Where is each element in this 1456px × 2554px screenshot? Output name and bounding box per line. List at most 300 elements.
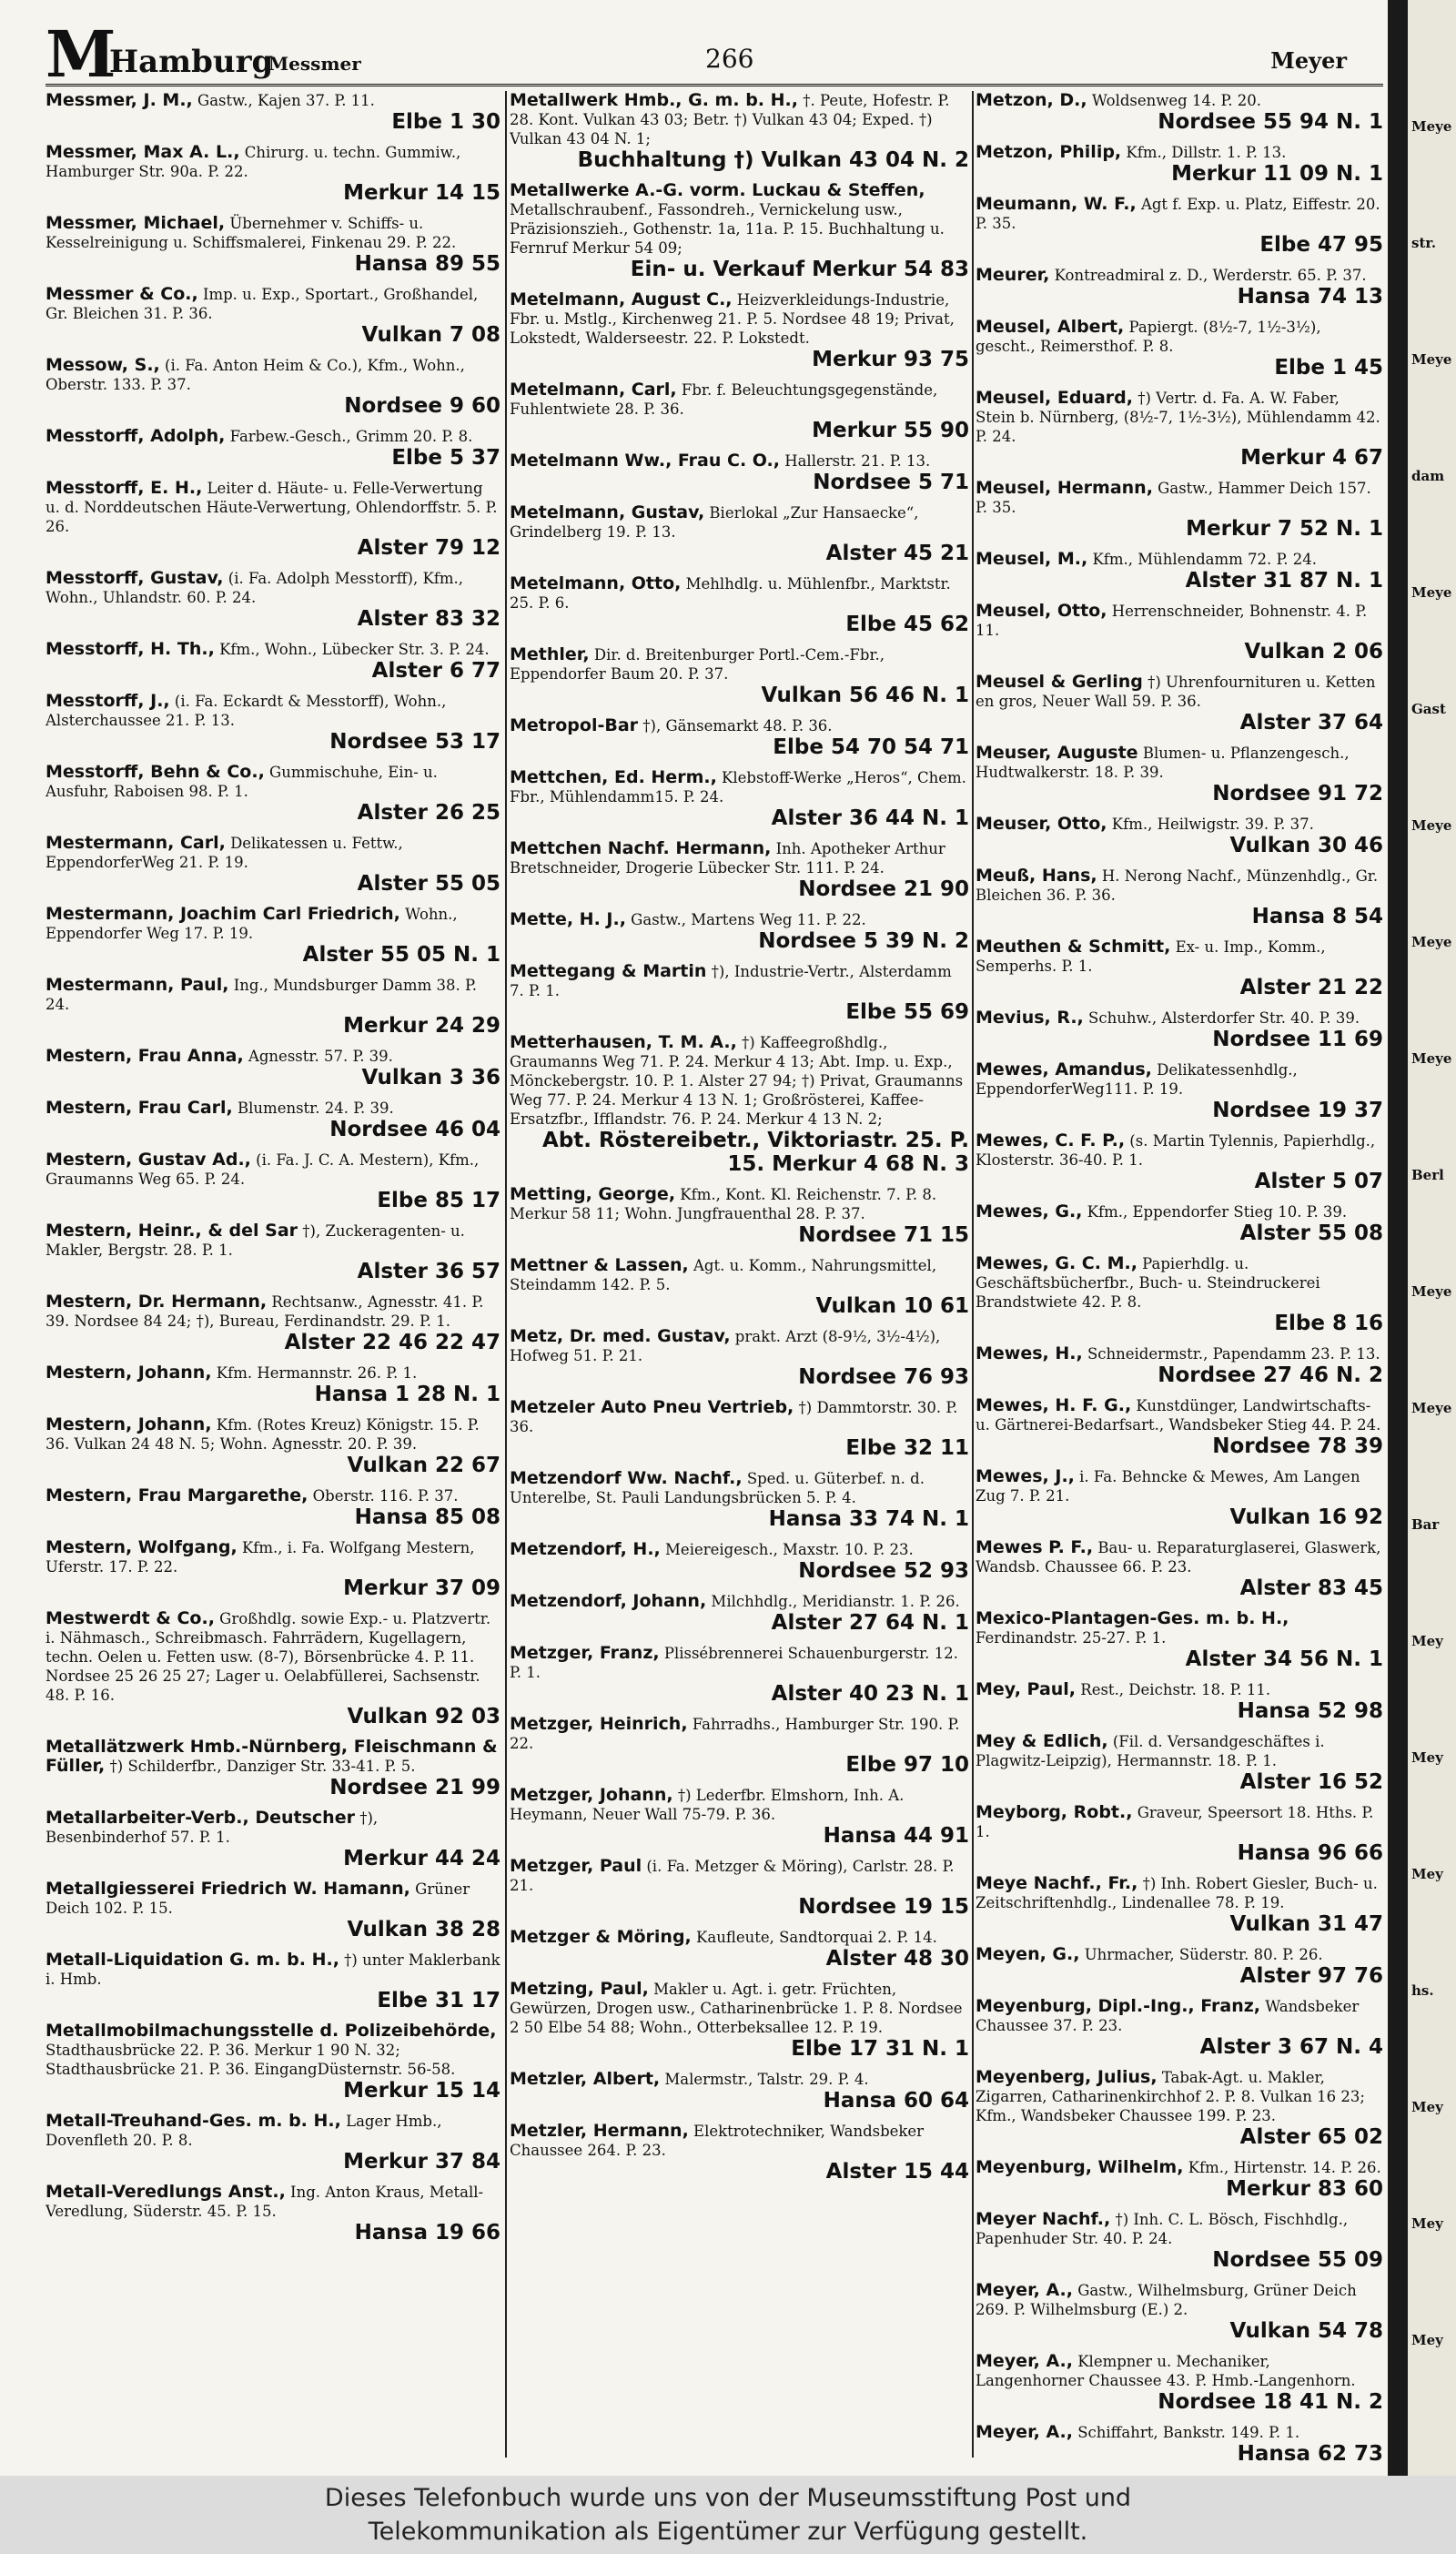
header-letter: M: [46, 16, 116, 92]
directory-entry: [976, 266, 1383, 309]
entry-phone: Merkur 24 29: [343, 1014, 500, 1038]
entry-description: †) Kaffeegroßhdlg., Graumanns Weg 71. P. 24. Merkur 4 13; Abt. Imp. u. Exp., Mönckebergstr. 10. P. 1. Alster 27 94; †) Privat, Graumanns Weg 77. P. 24. Merkur 4 13 N. 1; Großrösterei, Kaffee-Ersatzfbr., Ifflandstr. 76. P. 24. Merkur 4 13 N. 2;: [510, 1034, 964, 1128]
entry-name: Mewes, Amandus,: [976, 1059, 1152, 1079]
entry-description: H. Nerong Nachf., Münzenhdlg., Gr. Bleichen 36. P. 36.: [976, 867, 1379, 904]
entry-text: [976, 318, 1383, 356]
edge-fragment: Meye: [1411, 118, 1452, 135]
entry-name: Mette, H. J.,: [510, 909, 626, 929]
entry-description: i. Fa. Behncke & Mewes, Am Langen Zug 7. P. 21.: [976, 1468, 1360, 1505]
entry-phone: Vulkan 10 61: [815, 1294, 969, 1318]
entry-text: [46, 427, 500, 446]
entry-phone: Elbe 85 17: [377, 1189, 500, 1212]
edge-fragment: Mey: [1411, 2099, 1443, 2115]
entry-description: Wandsbeker Chaussee 37. P. 23.: [976, 1998, 1360, 2034]
entry-text: [976, 1202, 1383, 1221]
entry-description: †) Schilderfbr., Danziger Str. 33-41. P. 5.: [109, 1758, 416, 1775]
edge-fragment: str.: [1411, 235, 1437, 251]
entry-description: Chirurg. u. techn. Gummiw., Hamburger Str. 90a. P. 22.: [46, 144, 461, 180]
entry-description: Kfm., Kont. Kl. Reichenstr. 7. P. 8. Merkur 58 11; Wohn. Jungfrauenthal 28. P. 37.: [510, 1186, 937, 1222]
directory-entry: [510, 574, 969, 636]
directory-entry: [976, 318, 1383, 380]
directory-entry: [976, 1538, 1383, 1600]
entry-name: Mestermann, Paul,: [46, 975, 229, 995]
entry-phone: Nordsee 19 15: [798, 1895, 969, 1919]
edge-fragment: Meye: [1411, 1050, 1452, 1067]
entry-description: Rechtsanw., Agnesstr. 41. P. 39. Nordsee 84 24; †), Bureau, Ferdinandstr. 29. P. 1.: [46, 1293, 484, 1330]
entry-description: Heizverkleidungs-Industrie, Fbr. u. Mstlg., Kirchenweg 21. P. 5. Nordsee 48 19; Privat, Lokstedt, Walderseestr. 22. P. Lokstedt.: [510, 291, 955, 347]
entry-phone: Nordsee 18 41 N. 2: [1158, 2390, 1383, 2414]
entry-description: (i. Fa. Anton Heim & Co.), Kfm., Wohn., Oberstr. 133. P. 37.: [46, 357, 465, 393]
entry-name: Messtorff, Gustav,: [46, 568, 224, 588]
entry-description: Wohn., Eppendorfer Weg 17. P. 19.: [46, 906, 458, 942]
entry-phone: Alster 83 45: [1239, 1576, 1383, 1600]
entry-name: Messmer & Co.,: [46, 284, 198, 304]
page-header: [46, 16, 1383, 92]
entry-phone: Alster 3 67 N. 4: [1199, 2035, 1383, 2059]
entry-name: Messtorff, Adolph,: [46, 426, 226, 446]
entry-description: Gastw., Hammer Deich 157. P. 35.: [976, 480, 1371, 516]
edge-fragment: Meye: [1411, 351, 1452, 368]
header-last-name: Meyer: [1270, 47, 1347, 74]
entry-name: Metall-Treuhand-Ges. m. b. H.,: [46, 2111, 341, 2131]
directory-entry: [510, 91, 969, 172]
edge-fragment: Mey: [1411, 2215, 1443, 2232]
entry-phone: Elbe 32 11: [845, 1436, 969, 1460]
directory-entry: [510, 1644, 969, 1706]
directory-entry: [976, 937, 1383, 999]
directory-entry: [976, 550, 1383, 593]
entry-name: Messmer, J. M.,: [46, 91, 193, 110]
entry-description: †. Peute, Hofestr. P. 28. Kont. Vulkan 43 03; Betr. †) Vulkan 43 04; Exped. †) Vulkan 43 04 N. 1;: [510, 92, 950, 147]
directory-entry: [976, 1997, 1383, 2059]
directory-entry: [46, 1609, 500, 1728]
entry-text: [46, 640, 500, 659]
entry-description: Meiereigesch., Maxstr. 10. P. 23.: [665, 1541, 914, 1558]
directory-entry: [510, 380, 969, 442]
entry-description: Kfm., Dillstr. 1. P. 13.: [1126, 144, 1287, 161]
entry-text: [46, 1415, 500, 1454]
entry-name: Metterhausen, T. M. A.,: [510, 1032, 737, 1052]
entry-name: Metting, George,: [510, 1184, 676, 1204]
entry-name: Messtorff, E. H.,: [46, 478, 203, 498]
entry-text: [510, 91, 969, 148]
directory-entry: [976, 867, 1383, 928]
directory-entry: [976, 143, 1383, 186]
entry-description: Ing. Anton Kraus, Metall-Veredlung, Süderstr. 45. P. 15.: [46, 2184, 484, 2220]
entry-description: Sped. u. Güterbef. n. d. Unterelbe, St. Pauli Landungsbrücken 5. P. 4.: [510, 1470, 925, 1506]
entry-phone: Ein- u. Verkauf Merkur 54 83: [630, 258, 969, 281]
directory-entry: [510, 1033, 969, 1176]
entry-name: Meumann, W. F.,: [976, 194, 1137, 214]
entry-name: Meyer, A.,: [976, 2351, 1073, 2371]
entry-phone: Hansa 44 91: [823, 1824, 969, 1848]
directory-entry: [510, 716, 969, 759]
entry-name: Messtorff, H. Th.,: [46, 639, 215, 659]
entry-name: Mey, Paul,: [976, 1679, 1077, 1699]
entry-phone: Nordsee 21 99: [329, 1776, 500, 1799]
column-divider: [505, 91, 507, 2458]
entry-name: Mestermann, Carl,: [46, 833, 226, 853]
entry-text: [976, 1803, 1383, 1841]
entry-phone: Alster 26 25: [357, 801, 500, 825]
entry-text: [510, 1786, 969, 1824]
entry-text: [510, 181, 969, 258]
entry-description: Gastw., Kajen 37. P. 11.: [197, 92, 375, 109]
entry-description: Hallerstr. 21. P. 13.: [784, 452, 931, 470]
entry-phone: Nordsee 5 39 N. 2: [758, 929, 969, 953]
page-number: 266: [705, 44, 754, 74]
entry-text: [46, 1738, 500, 1776]
directory-entry: [976, 815, 1383, 857]
entry-text: [46, 2112, 500, 2150]
entry-phone: Alster 55 08: [1239, 1221, 1383, 1245]
entry-phone: Vulkan 54 78: [1229, 2319, 1383, 2343]
entry-text: [976, 1874, 1383, 1912]
entry-phone: Elbe 31 17: [377, 1989, 500, 2012]
entry-description: †), Industrie-Vertr., Alsterdamm 7. P. 1.: [510, 963, 952, 999]
entry-phone: Vulkan 22 67: [347, 1454, 500, 1477]
entry-phone: Buchhaltung †) Vulkan 43 04 N. 2: [577, 148, 969, 172]
entry-name: Metzger, Heinrich,: [510, 1714, 688, 1734]
entry-text: [976, 1609, 1383, 1647]
entry-description: Gastw., Wilhelmsburg, Grüner Deich 269. P. Wilhelmsburg (E.) 2.: [976, 2282, 1357, 2318]
entry-description: †) Lederfbr. Elmshorn, Inh. A. Heymann, Neuer Wall 75-79. P. 36.: [510, 1787, 905, 1823]
entry-text: [976, 1008, 1383, 1028]
directory-entry: [46, 143, 500, 205]
directory-entry: [976, 479, 1383, 541]
directory-entry: [46, 479, 500, 560]
entry-text: [976, 1732, 1383, 1770]
directory-entry: [46, 692, 500, 754]
entry-name: Meusel, M.,: [976, 549, 1088, 569]
entry-name: Mestern, Frau Anna,: [46, 1046, 244, 1066]
entry-description: Gummischuhe, Ein- u. Ausfuhr, Raboisen 98. P. 1.: [46, 764, 438, 800]
entry-text: [976, 673, 1383, 711]
entry-description: Mehlhdlg. u. Mühlenfbr., Marktstr. 25. P. 6.: [510, 575, 951, 612]
entry-description: Kfm., Eppendorfer Stieg 10. P. 39.: [1087, 1203, 1348, 1221]
directory-entry: [46, 1099, 500, 1141]
entry-name: Mewes, H.,: [976, 1343, 1083, 1363]
entry-name: Metzger, Johann,: [510, 1785, 673, 1805]
entry-name: Metzon, D.,: [976, 91, 1087, 110]
entry-phone: Elbe 54 70 54 71: [773, 735, 969, 759]
edge-fragment: Berl: [1411, 1167, 1444, 1183]
entry-name: Metall-Liquidation G. m. b. H.,: [46, 1950, 339, 1970]
entry-phone: Hansa 33 74 N. 1: [768, 1507, 969, 1531]
entry-name: Metallmobilmachungsstelle d. Polizeibehörde,: [46, 2021, 497, 2041]
directory-entry: [976, 602, 1383, 664]
entry-phone: Elbe 55 69: [845, 1000, 969, 1024]
entry-description: Imp. u. Exp., Sportart., Großhandel, Gr. Bleichen 31. P. 36.: [46, 286, 479, 322]
entry-phone: Alster 15 44: [825, 2160, 969, 2184]
entry-phone: Elbe 17 31 N. 1: [791, 2037, 969, 2061]
entry-description: †) Uhrenfournituren u. Ketten en gros, Neuer Wall 59. P. 36.: [976, 674, 1376, 710]
entry-description: Graveur, Speersort 18. Hths. P. 1.: [976, 1804, 1374, 1840]
entry-phone: Nordsee 78 39: [1212, 1434, 1383, 1458]
entry-name: Meyenburg, Dipl.-Ing., Franz,: [976, 1996, 1261, 2016]
entry-description: prakt. Arzt (8-9½, 3½-4½), Hofweg 51. P. 21.: [510, 1328, 941, 1364]
directory-entry: [976, 2352, 1383, 2414]
entry-description: Oberstr. 116. P. 37.: [312, 1487, 459, 1505]
entry-phone: Alster 34 56 N. 1: [1185, 1647, 1383, 1671]
directory-entry: [976, 1680, 1383, 1723]
directory-entry: [976, 673, 1383, 735]
directory-entry: [46, 834, 500, 896]
entry-name: Meyborg, Robt.,: [976, 1802, 1133, 1822]
entry-text: [510, 290, 969, 348]
entry-name: Metallgiesserei Friedrich W. Hamann,: [46, 1879, 410, 1899]
entry-phone: Elbe 5 37: [391, 446, 500, 470]
entry-description: Kfm. Hermannstr. 26. P. 1.: [216, 1364, 418, 1382]
directory-entry: [46, 91, 500, 134]
entry-text: [976, 550, 1383, 569]
entry-text: [510, 451, 969, 471]
entry-name: Meusel & Gerling: [976, 672, 1143, 692]
entry-phone: Hansa 74 13: [1237, 285, 1383, 309]
entry-phone: Hansa 89 55: [354, 252, 500, 276]
entry-text: [510, 1715, 969, 1753]
entry-phone: Alster 21 22: [1239, 976, 1383, 999]
entry-text: [510, 380, 969, 419]
directory-entry: [46, 427, 500, 470]
directory-entry: [46, 1951, 500, 2012]
entry-phone: Elbe 47 95: [1259, 233, 1383, 257]
entry-text: [46, 1099, 500, 1118]
entry-description: Ex- u. Imp., Komm., Semperhs. P. 1.: [976, 938, 1326, 975]
entry-name: Metelmann, Gustav,: [510, 502, 705, 522]
edge-fragment: Mey: [1411, 1866, 1443, 1882]
entry-description: Delikatessenhdlg., EppendorferWeg111. P. 19.: [976, 1061, 1298, 1098]
entry-name: Metz, Dr. med. Gustav,: [510, 1326, 731, 1346]
entry-description: Kfm., Wohn., Lübecker Str. 3. P. 24.: [219, 641, 490, 658]
entry-phone: Elbe 8 16: [1274, 1312, 1383, 1335]
entry-text: [976, 744, 1383, 782]
directory-entry: [510, 1715, 969, 1777]
entry-text: [976, 815, 1383, 834]
entry-description: †) Inh. Robert Giesler, Buch- u. Zeitschriftenhdlg., Lindenallee 78. P. 19.: [976, 1875, 1378, 1911]
entry-description: (i. Fa. J. C. A. Mestern), Kfm., Graumanns Weg 65. P. 24.: [46, 1151, 480, 1188]
footer-line-2: Telekommunikation als Eigentümer zur Verfügung gestellt.: [368, 2518, 1088, 2546]
entry-text: [976, 2158, 1383, 2177]
entry-text: [976, 867, 1383, 905]
entry-description: Papiergt. (8½-7, 1½-3½), gescht., Reimersthof. P. 8.: [976, 319, 1321, 355]
entry-phone: Merkur 37 09: [343, 1576, 500, 1600]
directory-entry: [976, 1131, 1383, 1193]
header-first-name: Messmer: [268, 53, 361, 75]
entry-name: Mewes P. F.,: [976, 1537, 1094, 1557]
entry-phone: Merkur 93 75: [812, 348, 969, 371]
entry-name: Meuthen & Schmitt,: [976, 937, 1171, 957]
edge-fragment: Meye: [1411, 817, 1452, 834]
directory-entry: [976, 1060, 1383, 1122]
entry-name: Meuser, Auguste: [976, 743, 1138, 763]
entry-text: [976, 1344, 1383, 1363]
entry-phone: Alster 97 76: [1239, 1964, 1383, 1988]
entry-text: [46, 569, 500, 607]
entry-name: Mewes, G. C. M.,: [976, 1253, 1138, 1273]
entry-text: [976, 1467, 1383, 1505]
directory-entry: [976, 2068, 1383, 2149]
directory-entry: [46, 1292, 500, 1354]
entry-phone: Alster 36 44 N. 1: [771, 806, 969, 830]
edge-fragment: Gast: [1411, 701, 1446, 717]
footer-line-1: Dieses Telefonbuch wurde uns von der Museumsstiftung Post und: [324, 2484, 1132, 2512]
directory-entry: [510, 1256, 969, 1318]
entry-name: Metelmann, Carl,: [510, 380, 677, 400]
entry-description: †), Besenbinderhof 57. P. 1.: [46, 1809, 379, 1846]
entry-phone: Vulkan 2 06: [1244, 640, 1383, 664]
entry-description: Schiffahrt, Bankstr. 149. P. 1.: [1077, 2424, 1300, 2441]
entry-text: [510, 1185, 969, 1223]
entry-description: Papierhdlg. u. Geschäftsbücherfbr., Buch- u. Steindruckerei Brandstwiete 42. P. 8.: [976, 1255, 1320, 1311]
entry-phone: Merkur 83 60: [1226, 2177, 1383, 2201]
entry-phone: Alster 45 21: [825, 542, 969, 565]
entry-name: Metelmann, August C.,: [510, 289, 733, 309]
entry-name: Meyen, G.,: [976, 1944, 1080, 1964]
entry-description: †) Dammtorstr. 30. P. 36.: [510, 1399, 958, 1435]
entry-name: Mestern, Johann,: [46, 1363, 212, 1383]
entry-description: Leiter d. Häute- u. Felle-Verwertung u. d. Norddeutschen Häute-Verwertung, Ohlendorffstr. 5. P. 26.: [46, 480, 498, 535]
entry-phone: Hansa 8 54: [1251, 905, 1383, 928]
entry-text: [976, 1538, 1383, 1576]
entry-text: [46, 285, 500, 323]
entry-text: [510, 2070, 969, 2089]
entry-phone: Merkur 4 67: [1240, 446, 1383, 470]
directory-entry: [46, 356, 500, 418]
directory-entry: [510, 1398, 969, 1460]
column-divider: [972, 91, 974, 2458]
entry-text: [976, 266, 1383, 285]
entry-phone: Alster 36 57: [357, 1260, 500, 1283]
entry-phone: Nordsee 46 04: [329, 1118, 500, 1141]
entry-text: [46, 976, 500, 1014]
adjacent-page-edge: [1388, 0, 1456, 2476]
entry-name: Messtorff, Behn & Co.,: [46, 762, 265, 782]
entry-text: [976, 479, 1383, 517]
entry-text: [976, 2068, 1383, 2125]
entry-description: Blumen- u. Pflanzengesch., Hudtwalkerstr. 18. P. 39.: [976, 745, 1350, 781]
directory-entry: [510, 181, 969, 281]
entry-text: [510, 1644, 969, 1682]
entry-text: [46, 1880, 500, 1918]
entry-text: [46, 692, 500, 730]
entry-name: Metzendorf Ww. Nachf.,: [510, 1468, 743, 1488]
entry-name: Mevius, R.,: [976, 1008, 1084, 1028]
directory-entry: [46, 1150, 500, 1212]
directory-entry: [976, 744, 1383, 806]
directory-entry: [976, 389, 1383, 470]
entry-phone: Nordsee 5 71: [813, 471, 969, 494]
edge-fragment: Meye: [1411, 1400, 1452, 1416]
entry-description: †) unter Maklerbank i. Hmb.: [46, 1951, 500, 1988]
entry-name: Methler,: [510, 644, 590, 664]
column-3: [976, 91, 1383, 2467]
entry-phone: Alster 27 64 N. 1: [771, 1611, 969, 1635]
entry-text: [46, 91, 500, 110]
entry-description: Grüner Deich 102. P. 15.: [46, 1880, 470, 1917]
entry-description: (s. Martin Tylennis, Papierhdlg., Klosterstr. 36-40. P. 1.: [976, 1132, 1376, 1169]
entry-description: Schneidermstr., Papendamm 23. P. 13.: [1087, 1345, 1380, 1363]
entry-description: Rest., Deichstr. 18. P. 11.: [1080, 1681, 1271, 1698]
entry-phone: Alster 6 77: [371, 659, 500, 683]
entry-name: Meurer,: [976, 265, 1050, 285]
directory-entry: [46, 1221, 500, 1283]
entry-name: Mestern, Frau Margarethe,: [46, 1485, 308, 1505]
directory-entry: [976, 1396, 1383, 1458]
directory-entry: [976, 1803, 1383, 1865]
entry-description: Woldsenweg 14. P. 20.: [1091, 92, 1261, 109]
directory-entry: [510, 1928, 969, 1971]
entry-text: [976, 1680, 1383, 1699]
entry-phone: Elbe 1 30: [391, 110, 500, 134]
entry-description: †), Gänsemarkt 48. P. 36.: [642, 717, 833, 735]
entry-text: [46, 143, 500, 181]
entry-name: Metallätzwerk Hmb.-Nürnberg, Fleischmann & Füller,: [46, 1737, 498, 1776]
entry-text: [976, 195, 1383, 233]
entry-description: Makler u. Agt. i. getr. Früchten, Gewürzen, Drogen usw., Catharinenbrücke 1. P. 8. Nordsee 2 50 Elbe 54 88; Wohn., Otterbeksallee 12. P. 19.: [510, 1981, 963, 2036]
entry-description: (Fil. d. Versandgeschäftes i. Plagwitz-Leipzig), Hermannstr. 18. P. 1.: [976, 1733, 1325, 1769]
entry-description: †), Zuckeragenten- u. Makler, Bergstr. 28. P. 1.: [46, 1222, 465, 1259]
entry-phone: Alster 22 46 22 47: [284, 1331, 500, 1354]
entry-name: Mey & Edlich,: [976, 1731, 1108, 1751]
entry-description: Schuhw., Alsterdorfer Str. 40. P. 39.: [1088, 1009, 1360, 1027]
entry-text: [976, 1945, 1383, 1964]
entry-text: [510, 1540, 969, 1559]
entry-name: Meyer, A.,: [976, 2422, 1073, 2442]
entry-description: Metallschraubenf., Fassondreh., Vernickelung usw., Präzisionszieh., Gothenstr. 1a, 11a. P. 15. Buchhaltung u. Fernruf Merkur 54 09;: [510, 201, 945, 257]
entry-name: Meuß, Hans,: [976, 866, 1097, 886]
entry-text: [46, 905, 500, 943]
entry-description: Dir. d. Breitenburger Portl.-Cem.-Fbr., Eppendorfer Baum 20. P. 37.: [510, 646, 885, 683]
entry-text: [510, 1592, 969, 1611]
directory-entry: [510, 839, 969, 901]
entry-phone: Elbe 45 62: [845, 613, 969, 636]
entry-description: Großhdlg. sowie Exp.- u. Platzvertr. i. Nähmasch., Schreibmasch. Fahrrädern, Kugellagern, techn. Oelen u. Fetten usw. (8-7), Börsenbrücke 4. P. 11. Nordsee 25 26 25 27; Lager u. Oelabfüllerei, Sachsenstr. 48. P. 16.: [46, 1610, 491, 1704]
directory-entry: [510, 768, 969, 830]
directory-entry: [46, 1880, 500, 1941]
entry-phone: Nordsee 53 17: [329, 730, 500, 754]
entry-description: Kfm. (Rotes Kreuz) Königstr. 15. P. 36. Vulkan 24 48 N. 5; Wohn. Agnesstr. 20. P. 39.: [46, 1416, 480, 1453]
directory-entry: [510, 1469, 969, 1531]
entry-name: Meyer Nachf.,: [976, 2209, 1111, 2229]
entry-phone: Hansa 60 64: [823, 2089, 969, 2113]
entry-name: Mewes, C. F. P.,: [976, 1130, 1126, 1150]
directory-entry: [46, 285, 500, 347]
directory-entry: [46, 1486, 500, 1529]
entry-name: Messmer, Max A. L.,: [46, 142, 240, 162]
edge-fragment: Meye: [1411, 934, 1452, 950]
entry-description: Übernehmer v. Schiffs- u. Kesselreinigung u. Schiffsmalerei, Finkenau 29. P. 22.: [46, 215, 457, 251]
directory-entry: [976, 1609, 1383, 1671]
entry-description: Blumenstr. 24. P. 39.: [238, 1100, 394, 1117]
directory-entry: [510, 451, 969, 494]
entry-name: Meusel, Hermann,: [976, 478, 1153, 498]
entry-phone: Alster 5 07: [1254, 1170, 1383, 1193]
entry-description: Kfm., Mühlendamm 72. P. 24.: [1092, 551, 1317, 568]
entry-description: Herrenschneider, Bohnenstr. 4. P. 11.: [976, 603, 1368, 639]
entry-text: [46, 1363, 500, 1383]
entry-name: Metzler, Hermann,: [510, 2121, 689, 2141]
entry-phone: Merkur 44 24: [343, 1847, 500, 1870]
entry-text: [510, 1398, 969, 1436]
directory-entry: [510, 962, 969, 1024]
entry-name: Metzeler Auto Pneu Vertrieb,: [510, 1397, 794, 1417]
entry-description: (i. Fa. Adolph Messtorff), Kfm., Wohn., Uhlandstr. 60. P. 24.: [46, 570, 464, 606]
entry-name: Mestwerdt & Co.,: [46, 1608, 215, 1628]
entry-text: [976, 937, 1383, 976]
entry-description: Elektrotechniker, Wandsbeker Chaussee 264. P. 23.: [510, 2123, 925, 2159]
entry-text: [510, 645, 969, 684]
